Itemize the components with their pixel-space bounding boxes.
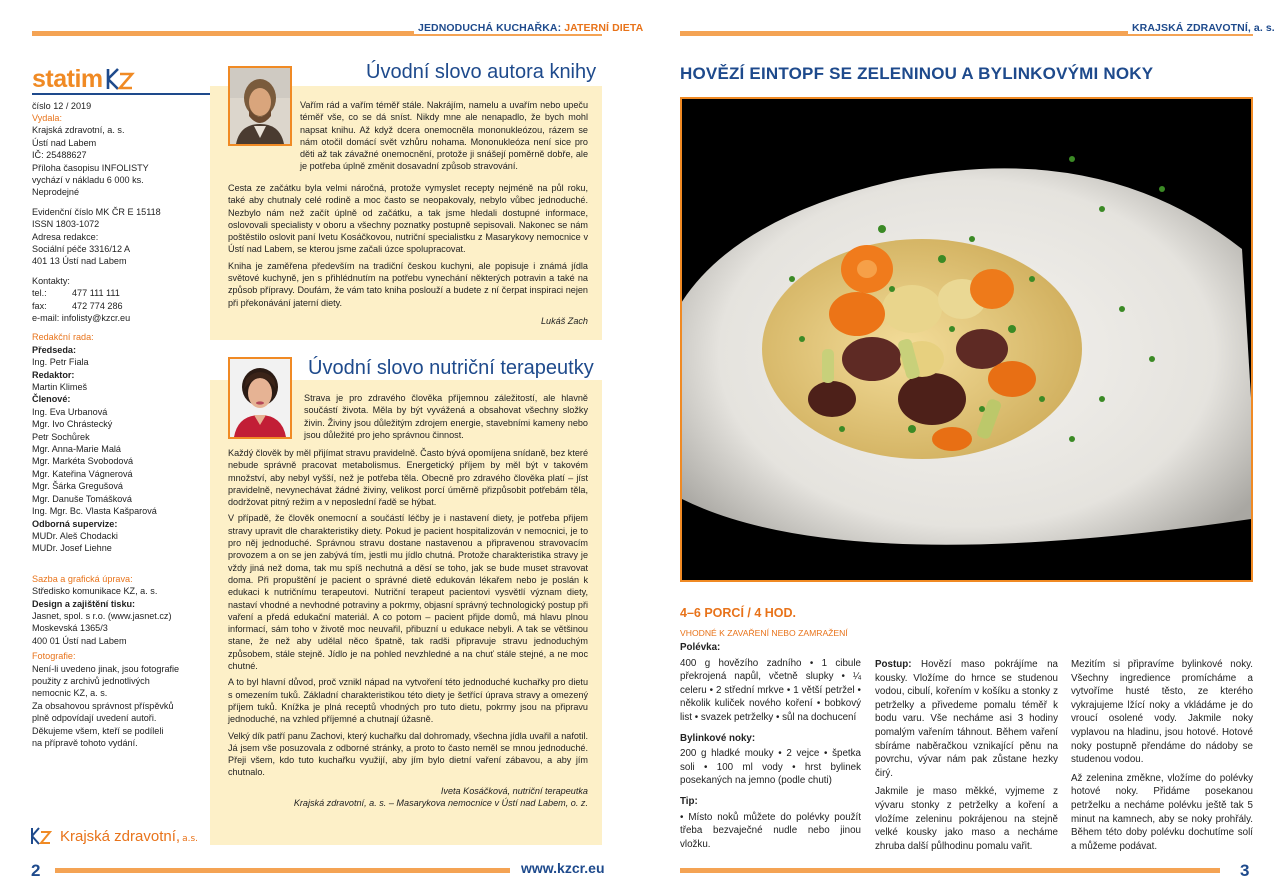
procedure-step-1: Hovězí maso pokrájíme na kousky. Vložíme do hrnce se studenou vodou, cibulí, kořením v košíku a stonky z petrželky a přivedeme pomalu téměř k bodu varu. Vše necháme asi 3 hodiny pomalým vařením táhnout. Během vaření sbíráme naběračkou vznikající pěnu na povrchu, vývar nám pak zůstane hezky čirý. bbox=[875, 659, 1058, 779]
recipe-column-1 bbox=[680, 641, 861, 856]
recipe-column-3 bbox=[1071, 658, 1253, 858]
masthead-sidebar bbox=[32, 60, 210, 749]
recipe-photo bbox=[680, 97, 1253, 582]
recipe-freeze-note: VHODNÉ K ZAVAŘENÍ NEBO ZAMRAŽENÍ bbox=[680, 628, 848, 638]
email-link[interactable]: e-mail: infolisty@kzcr.eu bbox=[32, 313, 131, 323]
author-intro-title: Úvodní slovo autora knihy bbox=[366, 61, 597, 83]
typesetting-block: Středisko komunikace KZ, a. s. Design a zajištění tisku: Jasnet, spol. s r.o. (www.jasnet.cz) Moskevská 1365/3 400 01 Ústí nad Labem bbox=[32, 586, 172, 646]
registration-block: Evidenční číslo MK ČR E 15118 ISSN 1803-1072 Adresa redakce: Sociální péče 3316/12 A 401 13 Ústí nad Labem bbox=[32, 206, 161, 267]
publisher-heading: Vydala: bbox=[32, 112, 62, 123]
procedure-label: Postup: bbox=[875, 659, 912, 670]
nutrition-therapist-photo bbox=[228, 357, 292, 439]
kz-brand-icon bbox=[30, 826, 52, 846]
typesetting-heading: Sazba a grafická úprava: bbox=[32, 573, 133, 584]
dumplings-heading: Bylinkové noky: bbox=[680, 732, 756, 744]
nutrition-signature-org: Krajská zdravotní, a. s. – Masarykova nemocnice v Ústí nad Labem, o. z. bbox=[293, 798, 588, 809]
procedure-step-4: Až zelenina změkne, vložíme do polévky hotové noky. Přidáme posekanou petrželku a necháme polévku ještě tak 5 minut na kamnech, aby se noky prohřály. Během této doby polévku dochutíme solí a můžeme podávat. bbox=[1071, 772, 1253, 852]
issue-number: číslo 12 / 2019 bbox=[32, 100, 92, 111]
tip-heading: Tip: bbox=[680, 795, 698, 807]
kz-logo-icon bbox=[105, 66, 135, 92]
soup-ingredients: 400 g hovězího zadního • 1 cibule překrojená napůl, včetně slupky • ¼ celeru • 2 střední mrkve • 1 větší petržel • několik kuliček nového koření • bobkový list • svazek petrželky • sůl na dochucení bbox=[680, 657, 861, 723]
photo-credits: Není-li uvedeno jinak, jsou fotografie použity z archivů jednotlivých nemocnic KZ, a. s. Za obsahovou správnost příspěvků plně odpovídají uvedení autoři. Děkujeme všem, kteří se podíleli na přípravě tohoto vydání. bbox=[32, 663, 180, 748]
kz-footer-brand: Krajská zdravotní, a.s. bbox=[30, 826, 198, 846]
recipe-title: HOVĚZÍ EINTOPF SE ZELENINOU A BYLINKOVÝMI NOKY bbox=[680, 64, 1154, 83]
soup-heading: Polévka: bbox=[680, 642, 721, 653]
stew-bowl-illustration bbox=[682, 99, 1251, 580]
board-heading: Redakční rada: bbox=[32, 332, 94, 343]
nutrition-intro-title: Úvodní slovo nutriční terapeutky bbox=[308, 357, 594, 379]
author-intro-text: Vařím rád a vařím téměř stále. Nakrájím, namelu a uvařím nebo upeču téměř vše, co se dá sníst. Nikdy mne ale nenapadlo, že bych mohl napsat knihu. Až když dcera onemocněla mononukleózou, rázem se nám otočil domácí svět vzhůru nohama. Mononukleóza není sice pro děti až tak závažné onemocnění, protože ji snášejí poměrně dobře, ale je potřeba úplně změnit dosavadní způsob stravování. bbox=[300, 100, 588, 172]
statim-logo: statim bbox=[32, 60, 210, 92]
website-link[interactable]: www.kzcr.eu bbox=[521, 860, 605, 876]
author-signature: Lukáš Zach bbox=[540, 315, 588, 326]
right-footer-bar bbox=[680, 868, 1220, 873]
board-block: Předseda: Ing. Petr Fiala Redaktor: Martin Klimeš Členové: Ing. Eva Urbanová Mgr. Ivo Chrástecký Petr Sochůrek Mgr. Anna-Marie Malá Mgr. Markéta Svobodová Mgr. Kateřina Vágnerová Mgr. Šárka Gregušová Mgr. Danuše Tomášková Ing. Mgr. Bc. Vlasta Kašparová Odborná supervize: MUDr. Aleš Chodacki MUDr. Josef Liehne bbox=[32, 344, 157, 554]
dumplings-ingredients: 200 g hladké mouky • 2 vejce • špetka soli • 100 ml vody • hrst bylinek posekaných na jemno (podle chuti) bbox=[680, 748, 861, 787]
nutrition-intro-text: Strava je pro zdravého člověka příjemnou záležitostí, ale hlavně součástí života. Měla by být vyvážená a obsahovat všechny složky živin. Živiny jsou důležitým zdrojem energie, stavebními kameny nebo jsou důležité pro jeho správnou činnost. bbox=[304, 393, 588, 440]
procedure-step-3: Mezitím si připravíme bylinkové noky. Všechny ingredience promícháme a vytvoříme husté těsto, ze kterého vykrajujeme lžící noky a vkládáme je do vroucí osolené vody. Jakmile noky vyplavou na hladinu, jsou hotové. Hotové noky postupně přendáme do nádoby se studenou vodou. bbox=[1071, 659, 1253, 766]
right-header-title: KRAJSKÁ ZDRAVOTNÍ, a. s. bbox=[1128, 22, 1275, 34]
photo-heading: Fotografie: bbox=[32, 651, 76, 662]
publisher-block: Krajská zdravotní, a. s. Ústí nad Labem IČ: 25488627 Příloha časopisu INFOLISTY vychází v nákladu 6 000 ks. Neprodejné bbox=[32, 125, 149, 198]
left-header-title: JEDNODUCHÁ KUCHAŘKA: JATERNÍ DIETA bbox=[414, 22, 643, 34]
fax-number: 472 774 286 bbox=[72, 300, 123, 311]
tip-text: • Místo noků můžete do polévky použít třeba bezvaječné nudle nebo jinou vložku. bbox=[680, 811, 861, 850]
author-photo bbox=[228, 66, 292, 146]
procedure-step-2: Jakmile je maso měkké, vyjmeme z vývaru stonky z petrželky a koření a vložíme zeleninu pokrájenou na stejně velké kousky jako maso a necháme zhruba další půlhodinu pomalu vařit. bbox=[875, 786, 1058, 852]
page-number-left: 2 bbox=[31, 861, 41, 880]
author-intro-text-2: Cesta ze začátku byla velmi náročná, protože vymyslet recepty nejméně na půl roku, také aby chutnaly celé rodině a moc často se neopakovaly, nebylo vůbec jednoduché. Nezbylo nám než začít úplně od začátku, a tak jsme hledali dostupné informace, oslovovali specialisty v oboru a všechny poznatky postupně sepisovali. Nakonec se nám poštěstilo oslovit paní Ivetu Kosáčkovou, nutriční specialistku z Masarykovy nemocnice v Ústí nad Labem, se kterou jsme začali úzce spolupracovat. Kniha je zaměřena především na tradiční českou kuchyni, ale popisuje i známá jídla světové kuchyně, jen s přihlédnutím na potřebu vynechání některých potravin a také na způsob přípravy. Doufám, že vám tato kniha poslouží a budete z ní čerpat inspiraci nejen při překonávání jaterní diety. Lukáš Zach bbox=[228, 183, 588, 326]
nutrition-intro-text-2: Každý člověk by měl přijímat stravu pravidelně. Často bývá opomíjena snídaně, bez které nebude správně pracovat metabolismus. Energetický příjem by měl být v takovém množství, aby nebyl vyšší, než je potřeba těla. Obecně pro zdravého člověka platí – jíst pravidelně, nevynechávat žádné živiny, velikost porcí úměrně přizpůsobit potřebám těla, dodržovat pitný režim a v neposlední řadě se hýbat. V případě, že člověk onemocní a součástí léčby je i nastavení diety, je potřeba přijem stravy upravit dle charakteristiky diety. Pokud je pacient hospitalizován v nemocnici, je to pro něj jednoduché. Správnou stravu dostane nastavenou a připravenou stravovacím provozem a on se jen zabývá tím, jestli mu jídlo chutná. Protože charakteristika stravy je vždy jiná než doma, tak mu spíš nechutná a děsí se toho, jak se bude muset stravovat doma. Při propuštění je pacient o správné dietě edukován lékařem nebo je poslán k edukaci k nutričnímu terapeutovi. Nutriční terapeut pacientovi vysvětlí význam diety, nastaví vhodné a nevhodné potraviny a pokrmy, objasní správný technologický postup při vaření a předá edukační materiál. A co potom – pacient přijde domů, má hlavu plnou informací, sám toho v životě moc neuvařil, přibuzní u edukace nebyli. A tak se většinou stane, že než aby udělal něco špatně, tak radši připravuje stravu jednoduchým způsobem, stále stejně. Jídlo je na pohled nevzhledné a na chuť stále stejné, a ne moc chutné. A to byl hlavní důvod, proč vznikl nápad na vytvoření této jednoduché kuchařky pro dietu s omezením tuků. Základní charakteristikou této diety je šetřící úprava stravy a omezený příjem tuků. Knížka je plná receptů vhodných pro tuto dietu, pokrmy jsou na připravu jednoduché, na vzhled příjemné a chutnají úžasně. Velký dík patří panu Zachovi, který kuchařku dal dohromady, všechna jídla uvařil a nafotil. Já jsem vše posuzovala z odborné stránky, a proto to často neměl se mnou jednoduché. Přeji všem, kdo tuto kuchařku využijí, aby jím bylo dietní vaření zábavou, a aby jím chutnalo. Iveta Kosáčková, nutriční terapeutka Krajská zdravotní, a. s. – Masarykova nemocnice v Ústí nad Labem, o. z. bbox=[228, 448, 588, 809]
logo-underline bbox=[32, 93, 210, 95]
page-number-right: 3 bbox=[1240, 861, 1250, 880]
recipe-yield: 4–6 PORCÍ / 4 HOD. bbox=[680, 606, 797, 620]
nutrition-signature: Iveta Kosáčková, nutriční terapeutka bbox=[440, 785, 588, 796]
left-footer-bar bbox=[55, 868, 510, 873]
phone-number[interactable]: 477 111 111 bbox=[72, 288, 120, 299]
contacts-block: Kontakty: tel.: 477 111 111 fax: 472 774 286 e-mail: infolisty@kzcr.eu bbox=[32, 275, 210, 325]
recipe-column-2 bbox=[875, 658, 1058, 858]
